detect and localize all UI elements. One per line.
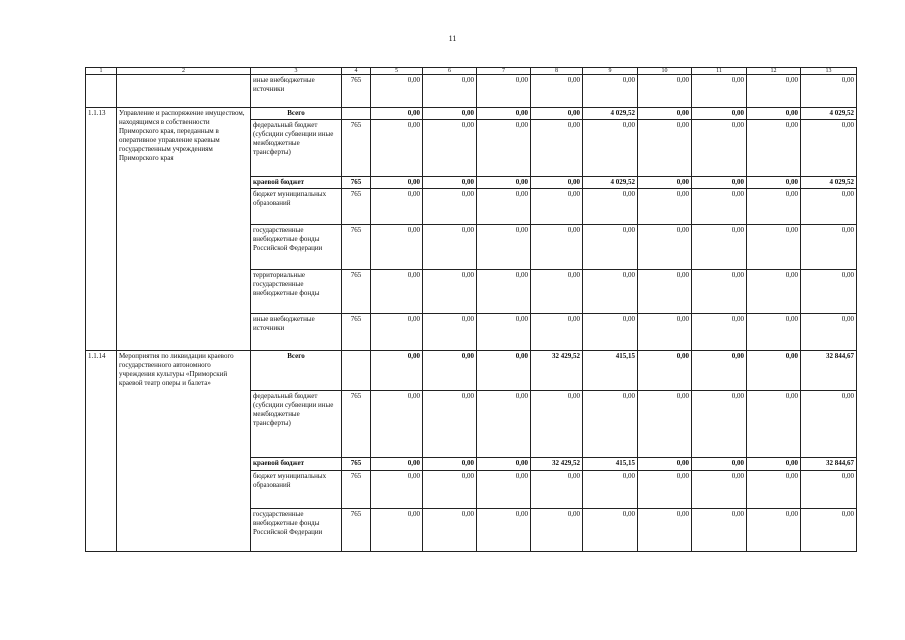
amount-cell: 415,15 bbox=[583, 458, 638, 471]
amount-cell: 0,00 bbox=[423, 458, 477, 471]
amount-cell: 0,00 bbox=[747, 75, 801, 108]
column-number-row bbox=[86, 68, 857, 75]
amount-cell: 0,00 bbox=[638, 351, 692, 391]
amount-cell: 32 844,67 bbox=[801, 351, 857, 391]
amount-cell: 0,00 bbox=[371, 120, 423, 177]
budget-code: 765 bbox=[342, 120, 371, 177]
amount-cell: 0,00 bbox=[583, 225, 638, 270]
amount-cell: 0,00 bbox=[692, 270, 747, 314]
amount-cell: 0,00 bbox=[638, 189, 692, 225]
amount-cell: 0,00 bbox=[477, 391, 531, 458]
amount-cell: 0,00 bbox=[531, 189, 583, 225]
budget-code: 765 bbox=[342, 458, 371, 471]
amount-cell: 0,00 bbox=[477, 471, 531, 509]
amount-cell: 0,00 bbox=[531, 270, 583, 314]
amount-cell: 0,00 bbox=[371, 270, 423, 314]
funding-source: иные внебюджетные источники bbox=[251, 314, 342, 351]
amount-cell: 0,00 bbox=[692, 314, 747, 351]
amount-cell: 0,00 bbox=[423, 108, 477, 120]
column-number: 7 bbox=[477, 68, 531, 75]
budget-code: 765 bbox=[342, 391, 371, 458]
budget-code bbox=[342, 108, 371, 120]
amount-cell: 0,00 bbox=[692, 75, 747, 108]
amount-cell: 32 429,52 bbox=[531, 351, 583, 391]
measure-name: Мероприятия по ликвидации краевого государственного автономного учреждения культуры «Приморский краевой театр оперы и балета» bbox=[117, 351, 251, 552]
amount-cell: 0,00 bbox=[747, 471, 801, 509]
amount-cell: 0,00 bbox=[638, 75, 692, 108]
budget-code: 765 bbox=[342, 509, 371, 552]
amount-cell: 0,00 bbox=[801, 391, 857, 458]
page-number: 11 bbox=[448, 34, 457, 43]
amount-cell: 0,00 bbox=[692, 189, 747, 225]
budget-code bbox=[342, 351, 371, 391]
amount-cell: 0,00 bbox=[801, 270, 857, 314]
budget-code: 765 bbox=[342, 75, 371, 108]
column-number: 6 bbox=[423, 68, 477, 75]
amount-cell: 0,00 bbox=[531, 177, 583, 189]
amount-cell: 0,00 bbox=[692, 108, 747, 120]
amount-cell: 0,00 bbox=[531, 314, 583, 351]
amount-cell: 0,00 bbox=[423, 225, 477, 270]
amount-cell: 0,00 bbox=[531, 391, 583, 458]
amount-cell: 0,00 bbox=[423, 120, 477, 177]
amount-cell: 0,00 bbox=[371, 177, 423, 189]
column-number: 9 bbox=[583, 68, 638, 75]
amount-cell: 0,00 bbox=[801, 75, 857, 108]
measure-name: Управление и распоряжение имуществом, находящимся в собственности Приморского края, переданным в оперативное управление краевым государственным учреждениям Приморского края bbox=[117, 108, 251, 351]
amount-cell: 0,00 bbox=[423, 391, 477, 458]
amount-cell: 0,00 bbox=[423, 177, 477, 189]
budget-table bbox=[85, 67, 857, 552]
amount-cell: 0,00 bbox=[477, 270, 531, 314]
amount-cell: 0,00 bbox=[747, 391, 801, 458]
amount-cell: 0,00 bbox=[583, 270, 638, 314]
amount-cell: 0,00 bbox=[371, 391, 423, 458]
column-number: 10 bbox=[638, 68, 692, 75]
amount-cell: 0,00 bbox=[801, 189, 857, 225]
amount-cell: 0,00 bbox=[477, 225, 531, 270]
amount-cell: 0,00 bbox=[638, 458, 692, 471]
amount-cell: 0,00 bbox=[371, 458, 423, 471]
amount-cell: 0,00 bbox=[583, 471, 638, 509]
amount-cell: 4 029,52 bbox=[801, 108, 857, 120]
amount-cell: 415,15 bbox=[583, 351, 638, 391]
budget-code: 765 bbox=[342, 471, 371, 509]
amount-cell: 0,00 bbox=[371, 314, 423, 351]
amount-cell: 0,00 bbox=[423, 189, 477, 225]
column-number: 1 bbox=[86, 68, 117, 75]
amount-cell: 0,00 bbox=[638, 120, 692, 177]
amount-cell: 0,00 bbox=[747, 314, 801, 351]
amount-cell: 0,00 bbox=[801, 471, 857, 509]
funding-source: территориальные государственные внебюджетные фонды bbox=[251, 270, 342, 314]
column-number: 11 bbox=[692, 68, 747, 75]
amount-cell: 0,00 bbox=[638, 471, 692, 509]
column-number: 13 bbox=[801, 68, 857, 75]
amount-cell: 0,00 bbox=[801, 225, 857, 270]
amount-cell: 0,00 bbox=[531, 75, 583, 108]
amount-cell: 0,00 bbox=[371, 351, 423, 391]
table-row bbox=[86, 108, 857, 120]
table-row bbox=[86, 75, 857, 108]
amount-cell: 0,00 bbox=[477, 351, 531, 391]
budget-code: 765 bbox=[342, 225, 371, 270]
row-index: 1.1.13 bbox=[86, 108, 117, 351]
amount-cell: 0,00 bbox=[638, 391, 692, 458]
amount-cell: 0,00 bbox=[747, 509, 801, 552]
funding-source: государственные внебюджетные фонды Российской Федерации bbox=[251, 225, 342, 270]
amount-cell: 0,00 bbox=[423, 314, 477, 351]
row-index: 1.1.14 bbox=[86, 351, 117, 552]
budget-code: 765 bbox=[342, 189, 371, 225]
amount-cell: 0,00 bbox=[423, 351, 477, 391]
amount-cell: 4 029,52 bbox=[583, 177, 638, 189]
amount-cell: 0,00 bbox=[692, 458, 747, 471]
amount-cell: 0,00 bbox=[747, 189, 801, 225]
amount-cell: 0,00 bbox=[423, 75, 477, 108]
amount-cell: 0,00 bbox=[801, 509, 857, 552]
amount-cell: 0,00 bbox=[801, 314, 857, 351]
amount-cell: 0,00 bbox=[477, 509, 531, 552]
budget-code: 765 bbox=[342, 270, 371, 314]
amount-cell: 0,00 bbox=[747, 225, 801, 270]
funding-source: иные внебюджетные источники bbox=[251, 75, 342, 108]
amount-cell: 0,00 bbox=[692, 391, 747, 458]
funding-source: государственные внебюджетные фонды Российской Федерации bbox=[251, 509, 342, 552]
amount-cell: 0,00 bbox=[692, 177, 747, 189]
funding-source: федеральный бюджет (субсидии субвенции иные межбюджетные трансферты) bbox=[251, 391, 342, 458]
amount-cell: 0,00 bbox=[747, 270, 801, 314]
amount-cell: 4 029,52 bbox=[801, 177, 857, 189]
amount-cell: 0,00 bbox=[531, 509, 583, 552]
amount-cell: 0,00 bbox=[477, 120, 531, 177]
amount-cell: 0,00 bbox=[477, 75, 531, 108]
column-number: 4 bbox=[342, 68, 371, 75]
table-row bbox=[86, 351, 857, 391]
amount-cell: 0,00 bbox=[692, 120, 747, 177]
column-number: 3 bbox=[251, 68, 342, 75]
amount-cell: 0,00 bbox=[477, 108, 531, 120]
amount-cell: 0,00 bbox=[747, 120, 801, 177]
amount-cell: 0,00 bbox=[638, 108, 692, 120]
amount-cell: 0,00 bbox=[801, 120, 857, 177]
row-index-cell bbox=[86, 75, 117, 108]
amount-cell: 0,00 bbox=[747, 177, 801, 189]
measure-name-cell bbox=[117, 75, 251, 108]
amount-cell: 0,00 bbox=[583, 391, 638, 458]
amount-cell: 0,00 bbox=[371, 225, 423, 270]
amount-cell: 0,00 bbox=[371, 189, 423, 225]
amount-cell: 0,00 bbox=[692, 471, 747, 509]
amount-cell: 0,00 bbox=[583, 75, 638, 108]
amount-cell: 0,00 bbox=[531, 471, 583, 509]
amount-cell: 0,00 bbox=[583, 314, 638, 351]
amount-cell: 0,00 bbox=[638, 177, 692, 189]
amount-cell: 0,00 bbox=[477, 458, 531, 471]
amount-cell: 0,00 bbox=[531, 108, 583, 120]
amount-cell: 0,00 bbox=[638, 314, 692, 351]
amount-cell: 0,00 bbox=[423, 471, 477, 509]
funding-source: Всего bbox=[251, 108, 342, 120]
amount-cell: 0,00 bbox=[638, 225, 692, 270]
amount-cell: 0,00 bbox=[531, 120, 583, 177]
funding-source: федеральный бюджет (субсидии субвенции иные межбюджетные трансферты) bbox=[251, 120, 342, 177]
amount-cell: 0,00 bbox=[531, 225, 583, 270]
funding-source: бюджет муниципальных образований bbox=[251, 471, 342, 509]
amount-cell: 0,00 bbox=[583, 509, 638, 552]
amount-cell: 0,00 bbox=[423, 509, 477, 552]
amount-cell: 0,00 bbox=[747, 108, 801, 120]
amount-cell: 0,00 bbox=[477, 314, 531, 351]
amount-cell: 0,00 bbox=[692, 509, 747, 552]
amount-cell: 0,00 bbox=[583, 120, 638, 177]
funding-source: краевой бюджет bbox=[251, 458, 342, 471]
amount-cell: 4 029,52 bbox=[583, 108, 638, 120]
amount-cell: 0,00 bbox=[371, 108, 423, 120]
amount-cell: 0,00 bbox=[638, 509, 692, 552]
amount-cell: 0,00 bbox=[747, 351, 801, 391]
amount-cell: 32 844,67 bbox=[801, 458, 857, 471]
amount-cell: 0,00 bbox=[747, 458, 801, 471]
amount-cell: 0,00 bbox=[692, 225, 747, 270]
amount-cell: 0,00 bbox=[692, 351, 747, 391]
column-number: 8 bbox=[531, 68, 583, 75]
amount-cell: 0,00 bbox=[423, 270, 477, 314]
column-number: 12 bbox=[747, 68, 801, 75]
amount-cell: 32 429,52 bbox=[531, 458, 583, 471]
budget-code: 765 bbox=[342, 314, 371, 351]
amount-cell: 0,00 bbox=[638, 270, 692, 314]
column-number: 2 bbox=[117, 68, 251, 75]
funding-source: бюджет муниципальных образований bbox=[251, 189, 342, 225]
amount-cell: 0,00 bbox=[477, 177, 531, 189]
amount-cell: 0,00 bbox=[477, 189, 531, 225]
amount-cell: 0,00 bbox=[583, 189, 638, 225]
amount-cell: 0,00 bbox=[371, 509, 423, 552]
amount-cell: 0,00 bbox=[371, 471, 423, 509]
funding-source: Всего bbox=[251, 351, 342, 391]
funding-source: краевой бюджет bbox=[251, 177, 342, 189]
amount-cell: 0,00 bbox=[371, 75, 423, 108]
column-number: 5 bbox=[371, 68, 423, 75]
budget-code: 765 bbox=[342, 177, 371, 189]
